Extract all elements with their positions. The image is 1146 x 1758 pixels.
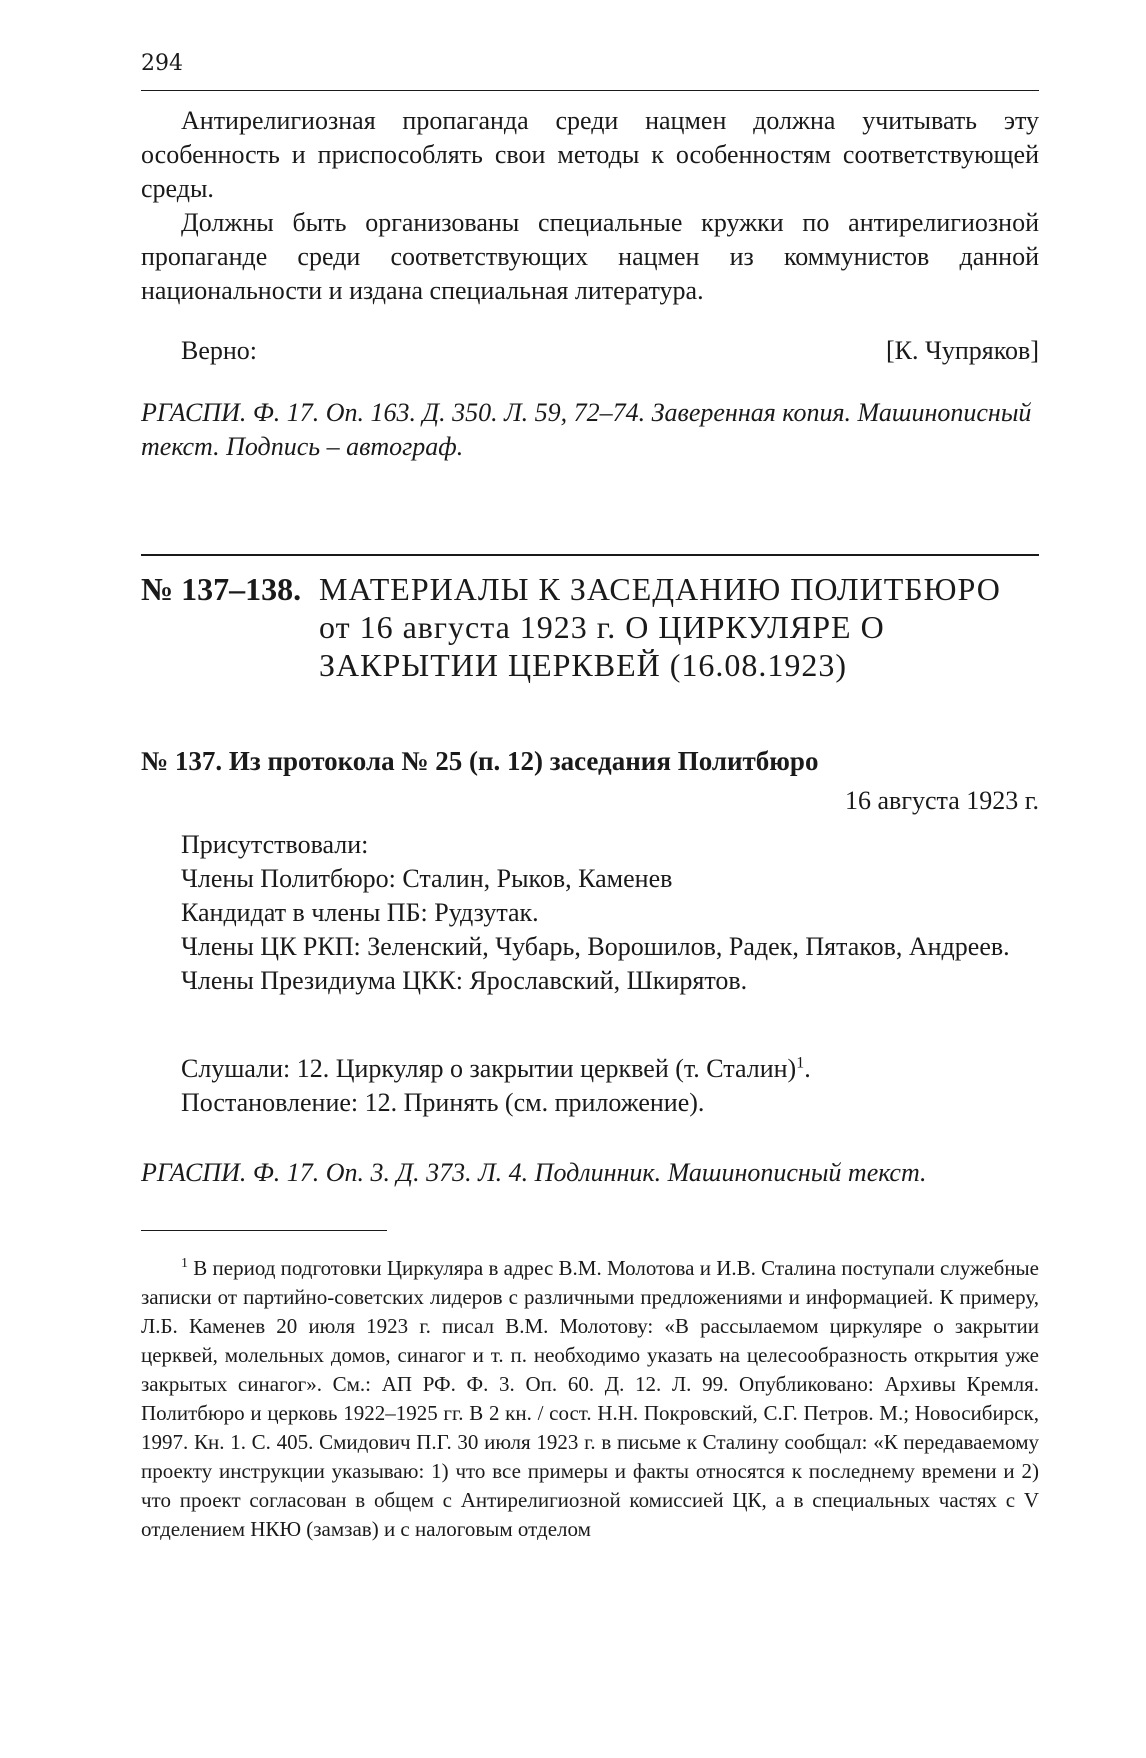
intro-paragraph: Должны быть организованы специальные кружки по антирелигиозной пропаганде среди соответствующих нацмен из коммунистов данной национальности и издана специальная литература. bbox=[141, 208, 1039, 305]
attendance-line: Кандидат в члены ПБ: Рудзутак. bbox=[181, 898, 539, 927]
resolution-line: Постановление: 12. Принять (см. приложение). bbox=[181, 1088, 705, 1117]
footnote-reference[interactable]: 1 bbox=[796, 1054, 805, 1072]
footnote-rule bbox=[141, 1230, 387, 1231]
intro-paragraph: Антирелигиозная пропаганда среди нацмен должна учитывать эту особенность и приспособлять свои методы к особенностям соответствующей среды. bbox=[141, 106, 1039, 203]
attendance-line: Члены ЦК РКП: Зеленский, Чубарь, Ворошилов, Радек, Пятаков, Андреев. bbox=[181, 932, 1010, 961]
attendance-line: Присутствовали: bbox=[181, 830, 369, 859]
decision-block bbox=[141, 1052, 1039, 1120]
section-number: № 137–138. bbox=[141, 571, 302, 607]
attendance-line: Члены Политбюро: Сталин, Рыков, Каменев bbox=[181, 864, 673, 893]
document-heading: № 137. Из протокола № 25 (п. 12) заседания Политбюро bbox=[141, 746, 819, 776]
footnote bbox=[141, 1254, 1039, 1544]
attendance-list bbox=[141, 828, 1039, 998]
page-number: 294 bbox=[141, 51, 183, 76]
section-title-text: МАТЕРИАЛЫ К ЗАСЕДАНИЮ ПОЛИТБЮРО от 16 августа 1923 г. О ЦИРКУЛЯРЕ О ЗАКРЫТИИ ЦЕРКВЕЙ (16.08.1923) bbox=[319, 571, 1001, 683]
section-title bbox=[141, 570, 1039, 684]
signoff bbox=[181, 334, 1039, 368]
heard-text: Слушали: 12. Циркуляр о закрытии церквей (т. Сталин) bbox=[181, 1054, 797, 1083]
footnote-text: В период подготовки Циркуляра в адрес В.М. Молотова и И.В. Сталина поступали служебные записки от партийно-советских лидеров с различными предложениями и информацией. К примеру, Л.Б. Каменев 20 июля 1923 г. писал В.М. Молотову: «В рассылаемом циркуляре о закрытии церквей, молельных домов, синагог и т. п. необходимо указать на целесообразность открытия уже закрытых синагог». См.: АП РФ. Ф. 3. Оп. 60. Д. 12. Л. 99. Опубликовано: Архивы Кремля. Политбюро и церковь 1922–1925 гг. В 2 кн. / сост. Н.Н. Покровский, С.Г. Петров. М.; Новосибирск, 1997. Кн. 1. С. 405. Смидович П.Г. 30 июля 1923 г. в письме к Сталину сообщал: «К передаваемому проекту инструкции указываю: 1) что все примеры и факты относятся к последнему времени и 2) что проект согласован в общем с Антирелигиозной комиссией ЦК, а в специальных частях с V отделением НКЮ (замзав) и с налоговым отделом bbox=[141, 1256, 1039, 1541]
footnote-mark: 1 bbox=[181, 1256, 188, 1271]
heard-line bbox=[141, 1052, 1039, 1086]
section-rule bbox=[141, 554, 1039, 556]
archive-source: РГАСПИ. Ф. 17. Оп. 3. Д. 373. Л. 4. Подлинник. Машинописный текст. bbox=[141, 1158, 927, 1187]
signoff-label: Верно: bbox=[181, 336, 258, 365]
attendance-line: Члены Президиума ЦКК: Ярославский, Шкирятов. bbox=[181, 966, 748, 995]
heard-end: . bbox=[804, 1054, 811, 1083]
archive-source: РГАСПИ. Ф. 17. Оп. 163. Д. 350. Л. 59, 72–74. Заверенная копия. Машинописный текст. Подпись – автограф. bbox=[141, 398, 1032, 461]
document-date: 16 августа 1923 г. bbox=[845, 786, 1039, 815]
header-rule bbox=[141, 90, 1039, 91]
signoff-name: [К. Чупряков] bbox=[885, 336, 1039, 365]
intro-text bbox=[141, 104, 1039, 308]
